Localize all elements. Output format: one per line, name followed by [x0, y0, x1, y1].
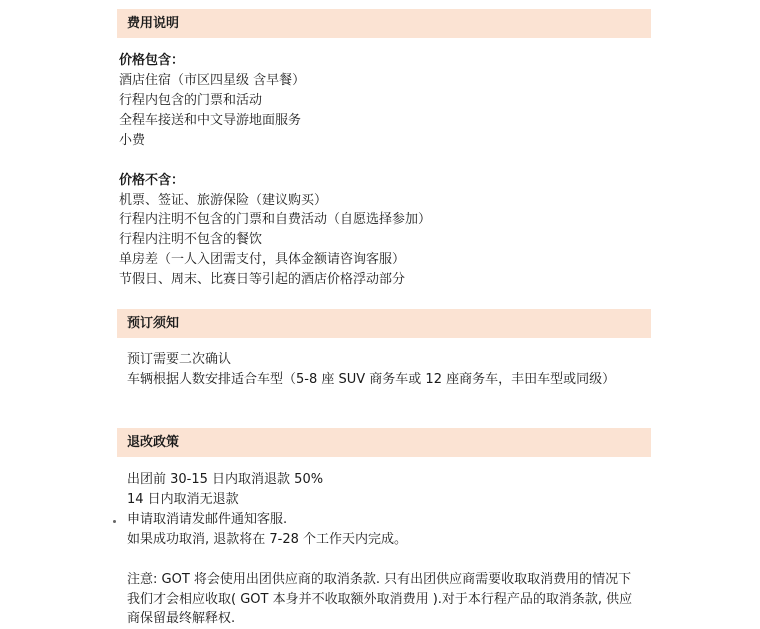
excludes-item: 行程内注明不包含的餐饮: [119, 232, 263, 247]
refund-item: 14 日内取消无退款: [127, 492, 239, 507]
excludes-item: 单房差（一人入团需支付，具体金额请咨询客服）: [119, 252, 406, 267]
excludes-item: 节假日、周末、比赛日等引起的酒店价格浮动部分: [119, 272, 406, 287]
refund-item: 出团前 30-15 日内取消退款 50%: [127, 472, 324, 487]
refund-note-line: 我们才会相应收取( GOT 本身并不收取额外取消费用 ).对于本行程产品的取消条款, 供应: [127, 592, 633, 607]
refund-note-line: 注意: GOT 将会使用出团供应商的取消条款. 只有出团供应商需要收取取消费用的情况下: [127, 572, 632, 587]
excludes-item: 行程内注明不包含的门票和自费活动（自愿选择参加）: [119, 212, 432, 227]
booking-item: 预订需要二次确认: [127, 352, 232, 367]
excludes-title: 价格不含：: [119, 173, 185, 188]
refund-note-line: 商保留最终解释权.: [127, 611, 236, 626]
includes-title: 价格包含：: [119, 53, 185, 68]
includes-item: 行程内包含的门票和活动: [119, 93, 263, 108]
booking-section-header: 预订须知: [117, 309, 651, 338]
includes-item: 酒店住宿（市区四星级 含早餐）: [119, 73, 306, 88]
fee-section-header: 费用说明: [117, 9, 651, 38]
includes-item: 小费: [119, 133, 146, 148]
refund-item: 申请取消请发邮件通知客服.: [127, 512, 288, 527]
booking-item: 车辆根据人数安排适合车型（5-8 座 SUV 商务车或 12 座商务车，丰田车型或同级）: [127, 372, 616, 387]
includes-item: 全程车接送和中文导游地面服务: [119, 113, 302, 128]
excludes-item: 机票、签证、旅游保险（建议购买）: [119, 193, 328, 208]
refund-item: 如果成功取消, 退款将在 7-28 个工作天内完成。: [127, 532, 408, 547]
refund-section-header: 退改政策: [117, 428, 651, 457]
bullet-dot: [113, 520, 116, 523]
